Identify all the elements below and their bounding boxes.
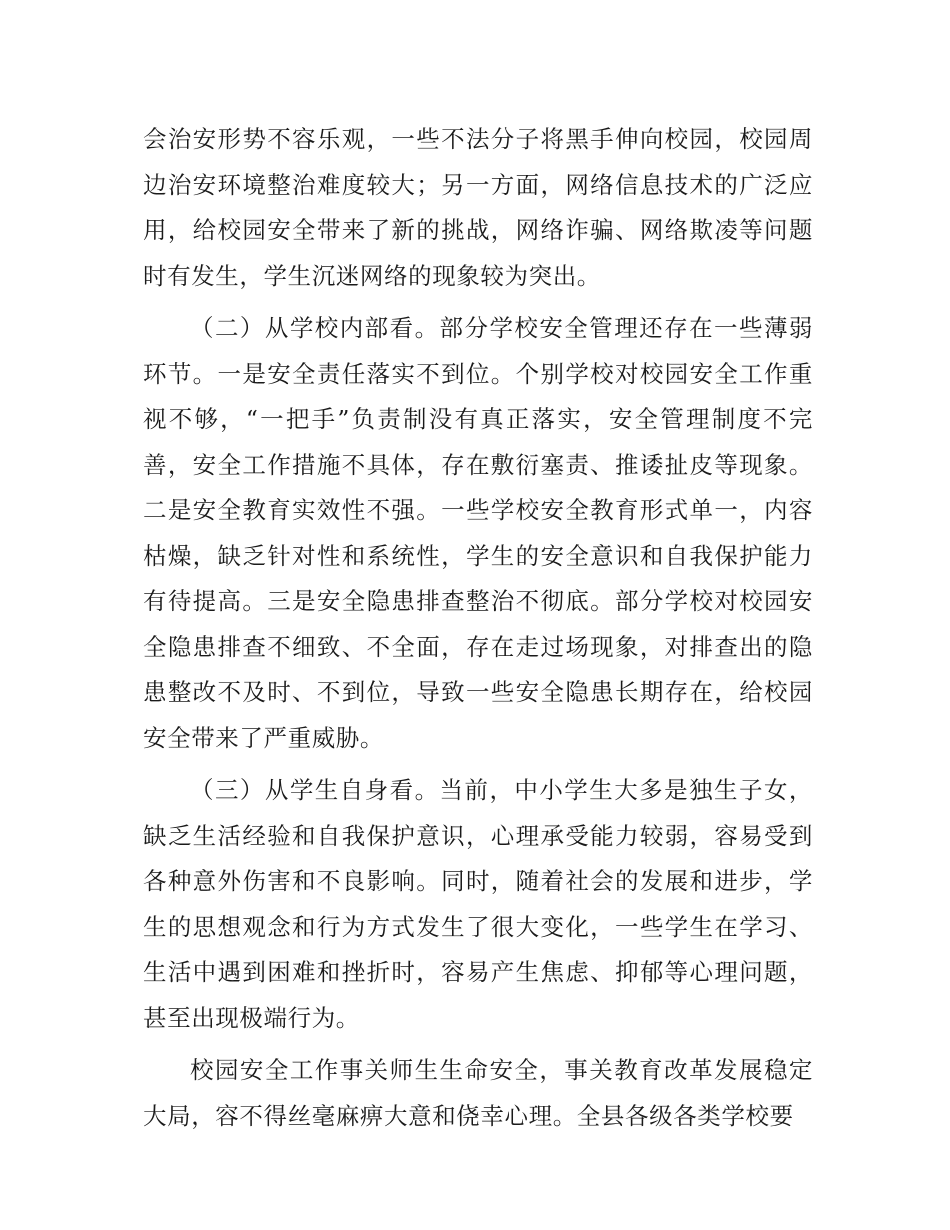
paragraph-conclusion: 校园安全工作事关师生生命安全，事关教育改革发展稳定大局，容不得丝毫麻痹大意和侥幸心理。全县各级各类学校要	[143, 1056, 813, 1130]
paragraph-social-security: 会治安形势不容乐观，一些不法分子将黑手伸向校园，校园周边治安环境整治难度较大；另一方面，网络信息技术的广泛应用，给校园安全带来了新的挑战，网络诈骗、网络欺凌等问题时有发生，学生沉迷网络的现象较为突出。	[143, 125, 813, 290]
document-page	[143, 117, 813, 1139]
paragraph-school-internal: （二）从学校内部看。部分学校安全管理还存在一些薄弱环节。一是安全责任落实不到位。个别学校对校园安全工作重视不够，“一把手”负责制没有真正落实，安全管理制度不完善，安全工作措施不具体，存在敷衍塞责、推诿扯皮等现象。二是安全教育实效性不强。一些学校安全教育形式单一，内容枯燥，缺乏针对性和系统性，学生的安全意识和自我保护能力有待提高。三是安全隐患排查整治不彻底。部分学校对校园安全隐患排查不细致、不全面，存在走过场现象，对排查出的隐患整改不及时、不到位，导致一些安全隐患长期存在，给校园安全带来了严重威胁。	[143, 314, 813, 752]
paragraph-student-self: （三）从学生自身看。当前，中小学生大多是独生子女，缺乏生活经验和自我保护意识，心理承受能力较弱，容易受到各种意外伤害和不良影响。同时，随着社会的发展和进步，学生的思想观念和行为方式发生了很大变化，一些学生在学习、生活中遇到困难和挫折时，容易产生焦虑、抑郁等心理问题，甚至出现极端行为。	[143, 776, 813, 1032]
